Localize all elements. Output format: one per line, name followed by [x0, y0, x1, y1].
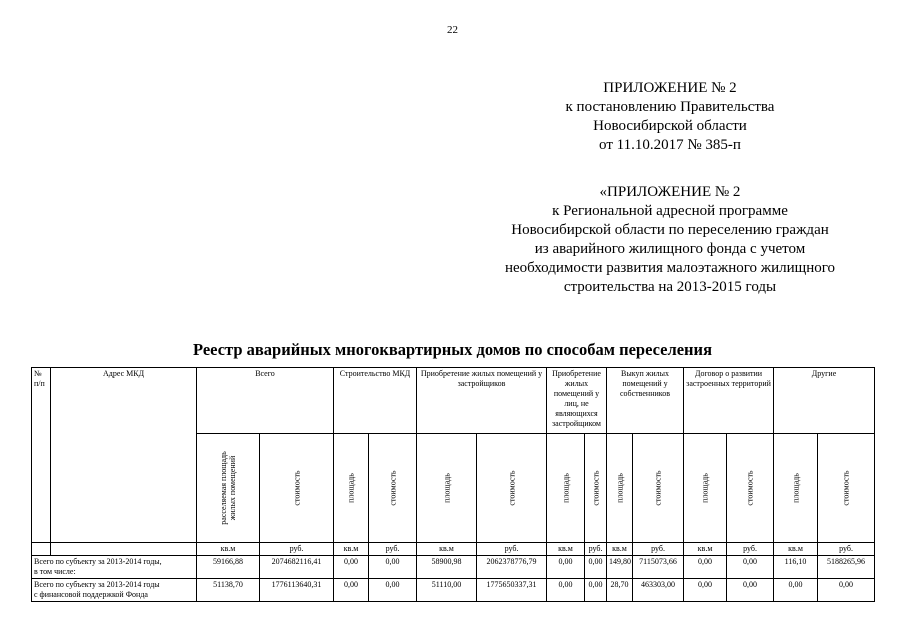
- subheader-area: площадь: [615, 473, 625, 503]
- appendix1-line: ПРИЛОЖЕНИЕ № 2: [603, 80, 737, 96]
- unit-area: кв.м: [547, 543, 585, 556]
- subheader-area: площадь: [561, 473, 570, 503]
- subheader-cost: стоимость: [591, 470, 600, 506]
- table-cell: 0,00: [684, 579, 727, 602]
- unit-area: кв.м: [334, 543, 369, 556]
- table-cell: 51110,00: [417, 579, 477, 602]
- appendix1-line: от 11.10.2017 № 385-п: [599, 137, 741, 153]
- header-row-groups: [32, 368, 875, 434]
- table-cell: 0,00: [369, 579, 417, 602]
- appendix-header-program: [470, 183, 870, 297]
- header-group: Договор о развитии застроенных территорий: [684, 368, 774, 434]
- unit-cost: руб.: [633, 543, 684, 556]
- page-number: 22: [447, 24, 458, 36]
- table-cell: 28,70: [607, 579, 633, 602]
- registry-table: [31, 367, 875, 602]
- subheader-cost: стоимость: [292, 470, 301, 506]
- table-cell: 2062378776,79: [477, 556, 547, 579]
- document-title: Реестр аварийных многоквартирных домов по способам переселения: [193, 340, 712, 359]
- header-num: № п/п: [32, 368, 51, 543]
- header-group: Приобретение жилых помещений у лиц, не являющихся застройщиком: [547, 368, 607, 434]
- table-row: [32, 579, 875, 602]
- header-group: Приобретение жилых помещений у застройщиков: [417, 368, 547, 434]
- table-cell: 0,00: [547, 579, 585, 602]
- header-address: Адрес МКД: [51, 368, 197, 543]
- appendix2-line: к Региональной адресной программе: [552, 203, 788, 219]
- table-cell: 0,00: [585, 556, 607, 579]
- table-cell: 0,00: [334, 556, 369, 579]
- table-cell: 7115073,66: [633, 556, 684, 579]
- table-row: [32, 556, 875, 579]
- row-label: Всего по субъекту за 2013-2014 годы, в том числе:: [32, 556, 197, 579]
- table-cell: 116,10: [774, 556, 818, 579]
- subheader-cost: стоимость: [388, 470, 397, 506]
- subheader-area: площадь: [346, 473, 356, 503]
- subheader-cost: стоимость: [653, 470, 663, 506]
- table-cell: 0,00: [774, 579, 818, 602]
- subheader-cost: стоимость: [841, 470, 851, 506]
- table-cell: 0,00: [727, 556, 774, 579]
- table-cell: 0,00: [727, 579, 774, 602]
- table-cell: 5188265,96: [818, 556, 875, 579]
- header-group: Всего: [197, 368, 334, 434]
- appendix2-line: необходимости развития малоэтажного жилищного: [504, 260, 836, 276]
- appendix2-line: из аварийного жилищного фонда с учетом: [534, 241, 806, 257]
- table-cell: 1776113640,31: [260, 579, 334, 602]
- table-cell: 0,00: [334, 579, 369, 602]
- table-cell: 59166,88: [197, 556, 260, 579]
- appendix-header-resolution: [470, 79, 870, 155]
- subheader-area: площадь: [791, 473, 801, 503]
- table-cell: 0,00: [585, 579, 607, 602]
- unit-area: кв.м: [197, 543, 260, 556]
- unit-area: кв.м: [417, 543, 477, 556]
- table-cell: 463303,00: [633, 579, 684, 602]
- header-group: Строительство МКД: [334, 368, 417, 434]
- appendix2-line: строительства на 2013-2015 годы: [563, 279, 777, 295]
- table-cell: 0,00: [547, 556, 585, 579]
- subheader-resettled-area: расселяемая площадь жилых помещений: [219, 451, 237, 525]
- unit-area: кв.м: [607, 543, 633, 556]
- row-label: Всего по субъекту за 2013-2014 годы с финансовой поддержкой Фонда: [32, 579, 197, 602]
- units-row: [32, 543, 875, 556]
- table-cell: 0,00: [684, 556, 727, 579]
- subheader-cost: стоимость: [507, 470, 516, 506]
- table-cell: 0,00: [818, 579, 875, 602]
- unit-cost: руб.: [585, 543, 607, 556]
- appendix1-line: к постановлению Правительства: [565, 99, 775, 115]
- unit-cost: руб.: [477, 543, 547, 556]
- subheader-cost: стоимость: [745, 470, 755, 506]
- table-cell: 58900,98: [417, 556, 477, 579]
- unit-cost: руб.: [260, 543, 334, 556]
- table-cell: 1775650337,31: [477, 579, 547, 602]
- table-cell: 2074682116,41: [260, 556, 334, 579]
- unit-area: кв.м: [774, 543, 818, 556]
- header-group: Выкуп жилых помещений у собственников: [607, 368, 684, 434]
- unit-cost: руб.: [818, 543, 875, 556]
- appendix2-line: Новосибирской области по переселению граждан: [511, 222, 829, 238]
- unit-cost: руб.: [369, 543, 417, 556]
- table-cell: 51138,70: [197, 579, 260, 602]
- table-cell: 0,00: [369, 556, 417, 579]
- table-cell: 149,80: [607, 556, 633, 579]
- appendix2-line: «ПРИЛОЖЕНИЕ № 2: [599, 184, 741, 200]
- unit-cost: руб.: [727, 543, 774, 556]
- subheader-area: площадь: [700, 473, 710, 503]
- subheader-area: площадь: [442, 473, 451, 503]
- header-group: Другие: [774, 368, 875, 434]
- unit-area: кв.м: [684, 543, 727, 556]
- appendix1-line: Новосибирской области: [593, 118, 747, 134]
